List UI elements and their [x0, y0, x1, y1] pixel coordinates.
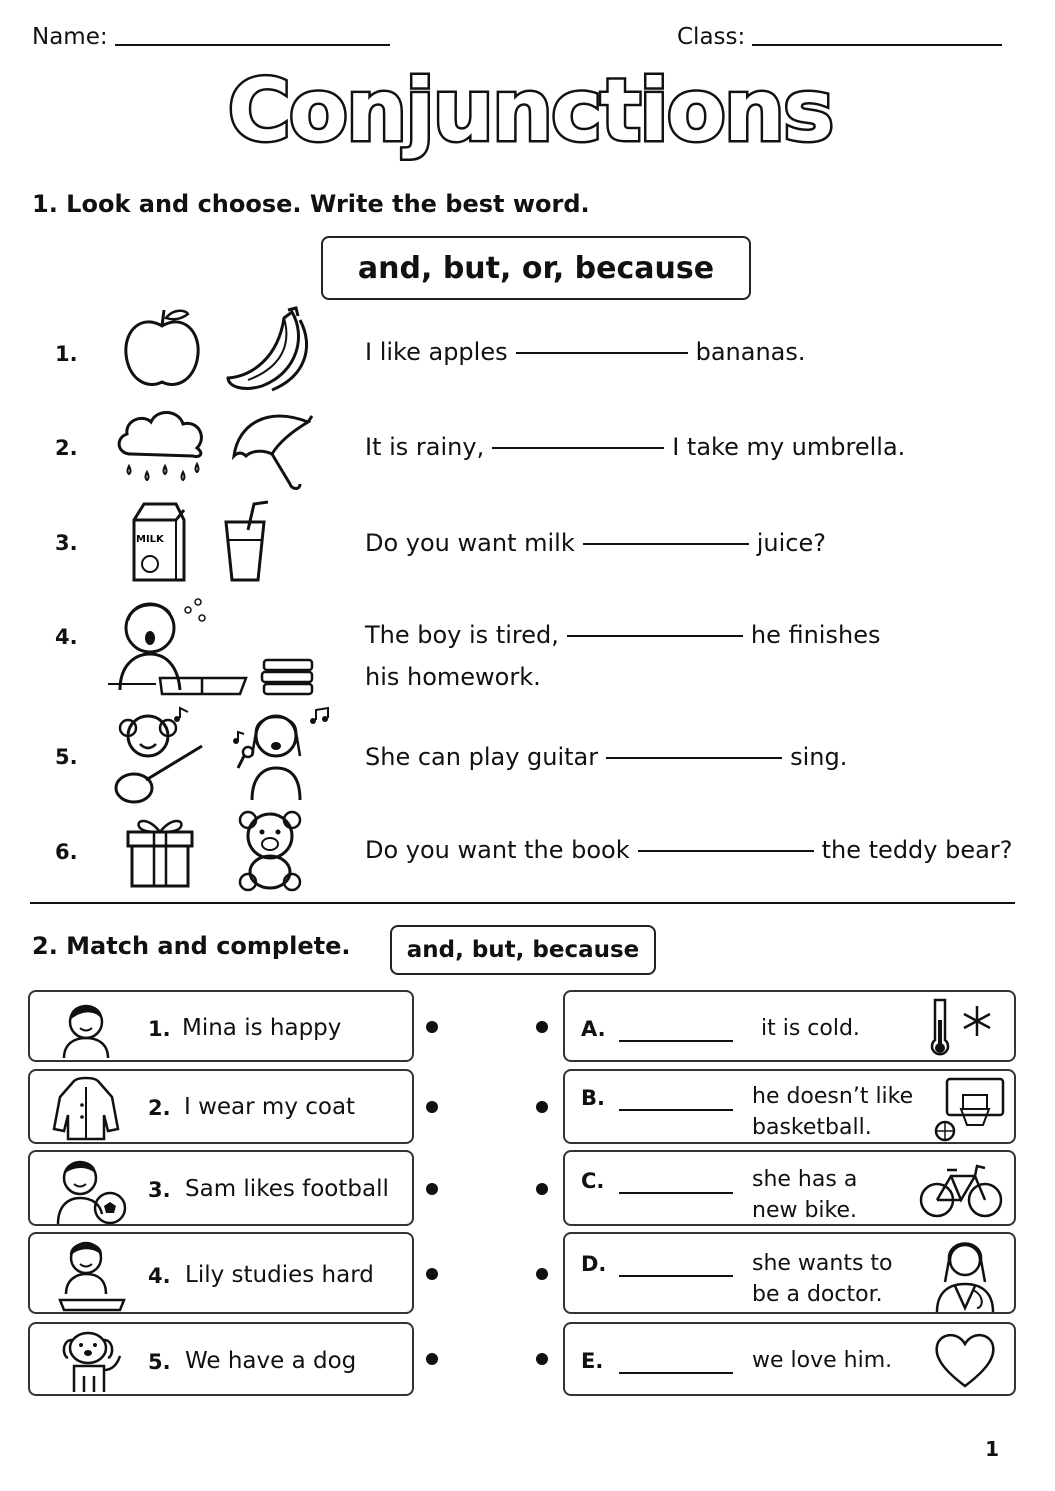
bananas-icon [222, 306, 317, 392]
books-icon [260, 656, 316, 698]
match-clause-line2: basketball. [752, 1115, 872, 1140]
sentence-end: I take my umbrella. [672, 433, 906, 461]
sentence-start: The boy is tired, [365, 621, 559, 649]
match-left-item[interactable] [28, 990, 414, 1062]
question-sentence [365, 743, 847, 771]
heart-icon [933, 1330, 997, 1390]
sentence-continuation: his homework. [365, 663, 541, 691]
match-right-item[interactable] [563, 990, 1016, 1062]
name-label: Name: [32, 24, 108, 50]
answer-blank[interactable] [619, 1192, 733, 1194]
match-right-item[interactable] [563, 1150, 1016, 1226]
apple-icon [122, 306, 202, 390]
match-clause: it is cold. [761, 1016, 860, 1041]
question-sentence [365, 836, 1012, 864]
question-number: 3. [55, 531, 78, 555]
svg-text:Conjunctions: Conjunctions [227, 61, 833, 161]
answer-blank[interactable] [619, 1275, 733, 1277]
girl-guitar-icon [104, 706, 210, 810]
match-number: 1. [148, 1017, 171, 1041]
umbrella-icon [228, 404, 318, 494]
question-number: 2. [55, 436, 78, 460]
svg-text:MILK: MILK [136, 534, 164, 545]
sentence-start: It is rainy, [365, 433, 485, 461]
answer-blank[interactable] [619, 1372, 733, 1374]
thermometer-snowflake-icon [925, 996, 1001, 1060]
sentence-end: sing. [790, 743, 848, 771]
sentence-start: I like apples [365, 338, 508, 366]
name-field[interactable] [115, 44, 390, 46]
match-text: Mina is happy [182, 1015, 342, 1041]
match-dot-right[interactable] [536, 1268, 548, 1280]
sentence-start: Do you want the book [365, 836, 630, 864]
section2-word-bank: and, but, because [390, 925, 656, 975]
answer-blank[interactable] [567, 635, 743, 637]
question-number: 4. [55, 625, 78, 649]
page-title [200, 58, 860, 168]
match-text: Sam likes football [185, 1176, 389, 1202]
match-left-item[interactable] [28, 1150, 414, 1226]
sentence-start: She can play guitar [365, 743, 599, 771]
match-dot-left[interactable] [426, 1101, 438, 1113]
question-number: 5. [55, 745, 78, 769]
answer-blank[interactable] [619, 1109, 733, 1111]
answer-blank[interactable] [516, 352, 688, 354]
girl-face-icon [54, 996, 118, 1060]
match-dot-right[interactable] [536, 1183, 548, 1195]
gift-box-icon [124, 812, 196, 890]
class-label: Class: [677, 24, 746, 50]
section2-instruction: 2. Match and complete. [32, 932, 351, 960]
match-text: We have a dog [185, 1348, 357, 1374]
basketball-hoop-icon [933, 1075, 1009, 1143]
match-clause: he doesn’t like [752, 1084, 914, 1109]
match-letter: E. [581, 1349, 604, 1373]
match-clause-line2: new bike. [752, 1198, 858, 1223]
match-text: Lily studies hard [185, 1262, 374, 1288]
match-dot-left[interactable] [426, 1183, 438, 1195]
match-letter: C. [581, 1169, 605, 1193]
page-number: 1 [985, 1437, 999, 1461]
coat-icon [52, 1075, 120, 1141]
milk-carton-icon [130, 500, 188, 584]
match-dot-left[interactable] [426, 1353, 438, 1365]
answer-blank[interactable] [638, 850, 814, 852]
class-field[interactable] [752, 44, 1002, 46]
section1-word-bank: and, but, or, because [321, 236, 751, 300]
question-sentence [365, 621, 880, 649]
section1-instruction: 1. Look and choose. Write the best word. [32, 190, 590, 218]
answer-blank[interactable] [606, 757, 782, 759]
question-number: 6. [55, 840, 78, 864]
match-letter: B. [581, 1086, 605, 1110]
sentence-end: juice? [756, 529, 826, 557]
match-number: 3. [148, 1178, 171, 1202]
match-right-item[interactable] [563, 1069, 1016, 1144]
rain-cloud-icon [113, 404, 209, 492]
sentence-end: the teddy bear? [821, 836, 1013, 864]
match-clause: she wants to [752, 1251, 893, 1276]
question-sentence [365, 338, 806, 366]
match-clause: she has a [752, 1167, 858, 1192]
match-clause: we love him. [752, 1348, 893, 1373]
match-text: I wear my coat [184, 1094, 356, 1120]
yawning-boy-icon [106, 594, 252, 700]
match-number: 4. [148, 1264, 171, 1288]
match-right-item[interactable] [563, 1322, 1016, 1396]
match-left-item[interactable] [28, 1232, 414, 1314]
match-dot-right[interactable] [536, 1021, 548, 1033]
bicycle-icon [917, 1164, 1005, 1220]
sentence-start: Do you want milk [365, 529, 575, 557]
answer-blank[interactable] [619, 1040, 733, 1042]
match-dot-left[interactable] [426, 1021, 438, 1033]
question-sentence [365, 433, 905, 461]
answer-blank[interactable] [492, 447, 664, 449]
section-divider [30, 902, 1015, 904]
sentence-end: bananas. [695, 338, 806, 366]
question-number: 1. [55, 342, 78, 366]
match-letter: D. [581, 1252, 607, 1276]
match-dot-left[interactable] [426, 1268, 438, 1280]
match-letter: A. [581, 1017, 606, 1041]
sentence-end: he finishes [750, 621, 881, 649]
boy-football-icon [52, 1154, 128, 1226]
teddy-bear-icon [236, 808, 304, 892]
match-clause-line2: be a doctor. [752, 1282, 883, 1307]
match-right-item[interactable] [563, 1232, 1016, 1314]
answer-blank[interactable] [583, 543, 749, 545]
doctor-icon [933, 1236, 999, 1314]
dog-icon [60, 1326, 128, 1396]
match-number: 5. [148, 1350, 171, 1374]
match-number: 2. [148, 1096, 171, 1120]
question-sentence [365, 529, 826, 557]
girl-singing-icon [228, 706, 336, 806]
match-dot-right[interactable] [536, 1353, 548, 1365]
match-dot-right[interactable] [536, 1101, 548, 1113]
match-left-item[interactable] [28, 1322, 414, 1396]
girl-studying-icon [54, 1236, 128, 1312]
juice-glass-icon [220, 500, 274, 584]
match-left-item[interactable] [28, 1069, 414, 1144]
